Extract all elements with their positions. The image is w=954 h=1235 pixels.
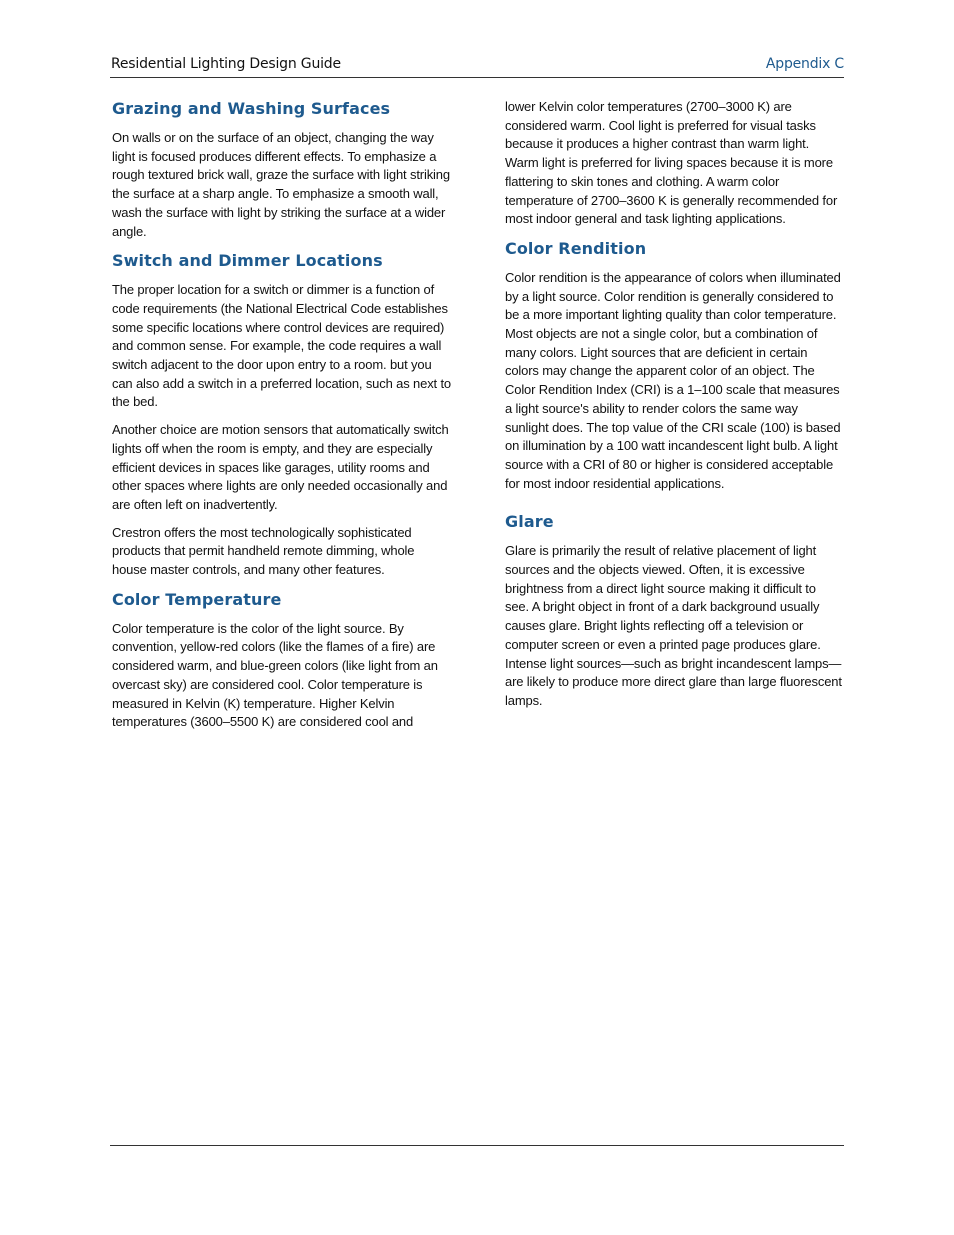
- paragraph-glare: Glare is primarily the result of relative placement of light sources and the objects viewed. Often, it is excessive brightness from a direct light source making it difficult to see. A bright object in front of a dark background usually causes glare. Bright lights reflecting off a television or computer screen or even a printed page produces glare. Intense light sources—such as bright incandescent lamps—are likely to produce more direct glare than large fluorescent lamps.: [505, 543, 842, 708]
- footer-divider: [110, 1145, 844, 1146]
- heading-color-temperature: Color Temperature: [112, 589, 282, 609]
- heading-grazing-washing: Grazing and Washing Surfaces: [112, 99, 391, 118]
- paragraph-color-temperature-cont: lower Kelvin color temperatures (2700–3000 K) are considered warm. Cool light is preferred for visual tasks because it produces a higher contrast than warm light. Warm light is preferred for living spaces because it is more flattering to skin tones and clothing. A warm color temperature of 2700–3600 K is generally recommended for most indoor general and task lighting applications.: [505, 99, 838, 227]
- paragraph-color-rendition: Color rendition is the appearance of colors when illuminated by a light source. Color rendition is generally considered to be a more important lighting quality than color temperature. Most objects are not a single color, but a combination of many colors. Light sources that are deficient in certain colors may change the apparent color of an object. The Color Rendition Index (CRI) is a 1–100 scale that measures a light source's ability to render colors the same way sunlight does. The top value of the CRI scale (100) is based on illumination by a 100 watt incandescent light bulb. A light source with a CRI of 80 or higher is considered acceptable for most indoor residential applications.: [505, 269, 841, 491]
- right-column: [505, 98, 843, 720]
- paragraph-color-temperature: Color temperature is the color of the light source. By convention, yellow-red colors (like the flames of a fire) are considered warm, and blue-green colors (like light from an overcast sky) are considered cool. Color temperature is measured in Kelvin (K) temperature. Higher Kelvin temperatures (3600–5500 K) are considered cool and: [112, 620, 438, 730]
- header-divider: [110, 77, 844, 78]
- paragraph-switch-3: Crestron offers the most technologically sophisticated products that permit handheld remote dimming, whole house master controls, and many other features.: [112, 524, 415, 578]
- left-column: [112, 98, 452, 741]
- paragraph-switch-2: Another choice are motion sensors that automatically switch lights off when the room is empty, and they are especially efficient devices in spaces like garages, utility rooms and other spaces where lights are only needed occasionally and are often left on inadvertently.: [112, 422, 449, 512]
- heading-glare: Glare: [505, 512, 554, 532]
- paragraph-grazing: On walls or on the surface of an object, changing the way light is focused produces different effects. To emphasize a rough textured brick wall, graze the surface with light striking the surface at a sharp angle. To emphasize a smooth wall, wash the surface with light by striking the surface at a wider angle.: [112, 130, 450, 239]
- page-header: [111, 56, 844, 78]
- heading-color-rendition: Color Rendition: [505, 238, 647, 258]
- heading-switch-dimmer: Switch and Dimmer Locations: [112, 251, 383, 271]
- section-label: Appendix C: [765, 56, 844, 72]
- paragraph-switch-1: The proper location for a switch or dimmer is a function of code requirements (the National Electrical Code establishes some specific locations where control devices are required) and common sense. For example, the code requires a wall switch adjacent to the door upon entry to a room. but you can also add a switch in a preferred location, such as next to the bed.: [112, 282, 452, 410]
- document-title: Residential Lighting Design Guide: [111, 56, 341, 72]
